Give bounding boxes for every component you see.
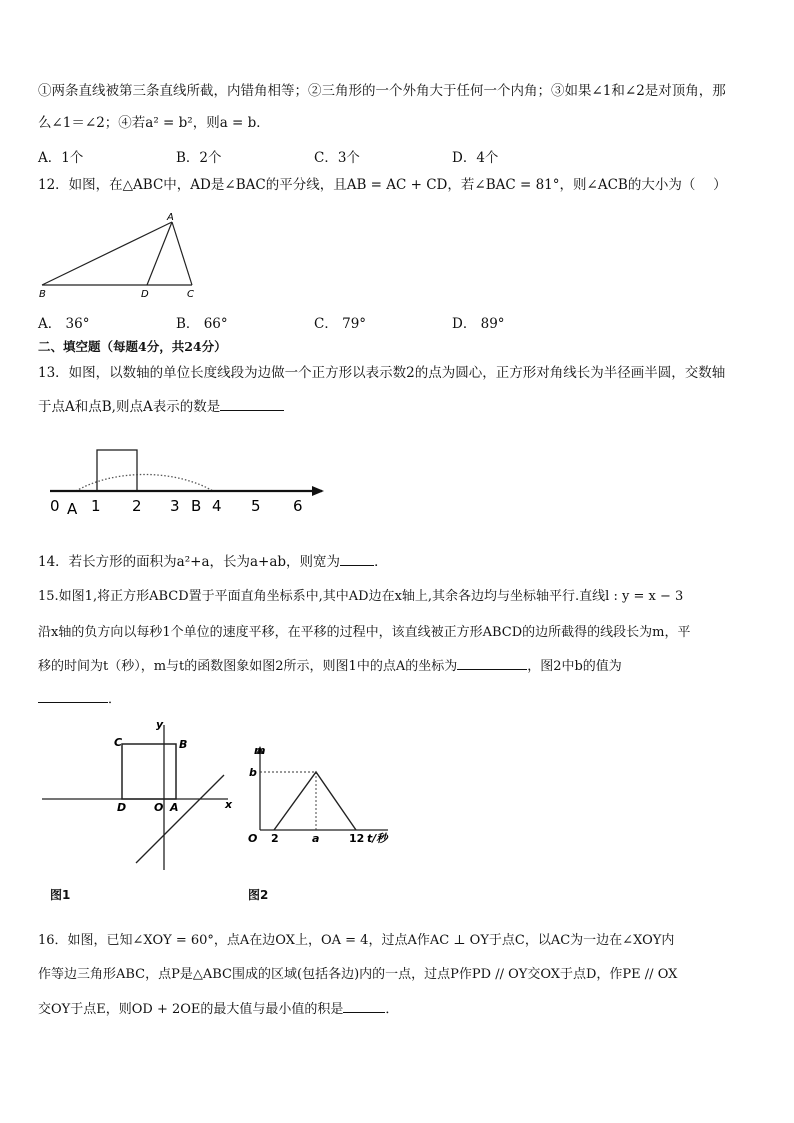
q12-question: 12．如图，在△ABC中，AD是∠BAC的平分线，且AB = AC + CD，若∠BAC = 81°，则∠ACB的大小为（ ） [38, 177, 727, 193]
fig1-label-y: y [156, 718, 164, 731]
fig2-axis-t: t/秒 [367, 832, 388, 845]
q15-line3: 移的时间为t（秒），m与t的函数图象如图2所示，则图1中的点A的坐标为 ，图2中b的值为 [38, 655, 622, 676]
tick-6: 6 [293, 497, 303, 515]
fig1-caption: 图1 [50, 888, 71, 902]
q15-line4: ． [38, 688, 121, 709]
fig2-label-o: O [248, 832, 258, 845]
answer-blank[interactable] [343, 998, 385, 1013]
answer-blank-a[interactable] [457, 655, 527, 670]
q15-figure-2 [240, 738, 410, 853]
q15-line2: 沿x轴的负方向以每秒1个单位的速度平移，在平移的过程中，该直线被正方形ABCD的边所截得的线段长为m，平 [38, 625, 691, 640]
answer-blank[interactable] [340, 551, 374, 566]
q12-option-a: A． 36° [38, 316, 90, 332]
q12-triangle-figure [30, 205, 210, 300]
q12-option-b: B． 66° [176, 316, 228, 332]
q11-option-a: A．1个 [38, 150, 84, 166]
q11-option-c: C．3个 [314, 150, 360, 166]
q11-line1: ①两条直线被第三条直线所截，内错角相等；②三角形的一个外角大于任何一个内角；③如果∠1和∠2是对顶角，那 [38, 83, 726, 99]
answer-blank[interactable] [220, 396, 284, 411]
q15-figure-1 [40, 715, 240, 875]
fig1-label-a: A [170, 801, 179, 814]
fig2-tick-2: 2 [271, 832, 279, 845]
fig2-caption: 图2 [248, 888, 269, 902]
section-heading: 二、填空题（每题4分，共24分） [38, 339, 227, 354]
tick-4: 4 [212, 497, 222, 515]
point-b-label: B [39, 289, 46, 300]
point-c-label: C [187, 289, 194, 300]
tick-b: B [191, 497, 202, 515]
tick-2: 2 [132, 497, 142, 515]
point-a-label: A [167, 212, 174, 223]
tick-0: 0 [50, 497, 60, 515]
tick-a: A [67, 500, 78, 518]
fig1-label-c: C [114, 736, 123, 749]
tick-3: 3 [170, 497, 180, 515]
fig2-label-m: m [254, 744, 266, 757]
q16-line3: 交OY于点E，则OD + 2OE的最大值与最小值的积是 ． [38, 998, 398, 1019]
q13-number-line-figure [40, 425, 340, 520]
tick-1: 1 [91, 497, 101, 515]
q12-option-c: C． 79° [314, 316, 367, 332]
fig2-label-b: b [249, 766, 257, 779]
q11-line2: 么∠1＝∠2；④若a² = b²，则a = b． [38, 115, 270, 131]
q15-line1: 15.如图1,将正方形ABCD置于平面直角坐标系中,其中AD边在x轴上,其余各边均与坐标轴平行.直线l : y = x − 3 [38, 589, 684, 604]
q11-option-d: D．4个 [452, 150, 499, 166]
answer-blank-b[interactable] [38, 688, 108, 703]
fig1-label-o: O [154, 801, 164, 814]
fig1-label-x: x [225, 798, 233, 811]
q16-line1: 16．如图，已知∠XOY = 60°，点A在边OX上，OA = 4，过点A作AC ⊥ OY于点C，以AC为一边在∠XOY内 [38, 933, 675, 948]
point-d-label: D [141, 289, 149, 300]
fig1-label-b: B [179, 738, 188, 751]
tick-5: 5 [251, 497, 261, 515]
fig2-tick-a: a [312, 832, 320, 845]
fig1-label-d: D [117, 801, 127, 814]
q14-line: 14．若长方形的面积为a²+a，长为a+ab，则宽为 ． [38, 551, 388, 571]
q16-line2: 作等边三角形ABC，点P是△ABC围成的区域(包括各边)内的一点，过点P作PD // OY交OX于点D，作PE // OX [38, 967, 678, 982]
fig2-tick-12: 12 [349, 832, 365, 845]
q11-option-b: B．2个 [176, 150, 222, 166]
q12-option-d: D． 89° [452, 316, 505, 332]
q13-line1: 13．如图，以数轴的单位长度线段为边做一个正方形以表示数2的点为圆心，正方形对角线长为半径画半圆，交数轴 [38, 365, 726, 381]
q13-line2: 于点A和点B,则点A表示的数是 [38, 396, 284, 416]
